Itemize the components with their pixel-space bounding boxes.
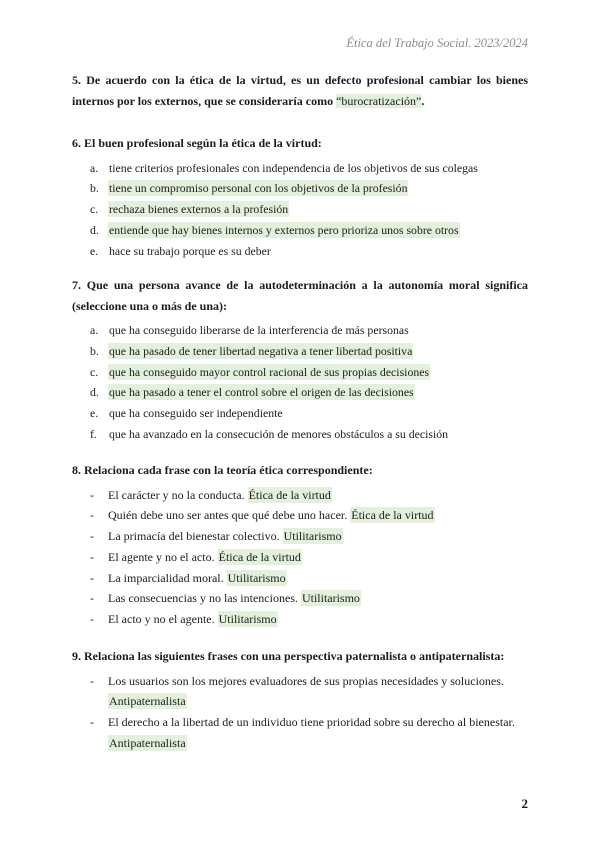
item-answer: Utilitarismo [227,570,286,585]
document-body [72,70,528,754]
option-text: tiene criterios profesionales con independencia de los objetivos de sus colegas [109,160,478,175]
option-marker: c. [90,364,99,379]
item-text: La imparcialidad moral. [108,570,224,585]
item-answer: Utilitarismo [301,591,360,606]
item-answer: Ética de la virtud [218,549,301,564]
option-text: hace su trabajo porque es su deber [109,243,271,258]
item-answer: Utilitarismo [283,529,342,544]
dash-marker: - [90,508,94,523]
dash-marker: - [90,549,94,564]
question-8 [72,460,528,646]
option-marker: e. [90,406,99,421]
option-text: que ha conseguido liberarse de la interferencia de más personas [109,323,409,337]
question-5-end: . [421,93,425,108]
option-text: que ha conseguido ser independiente [109,406,283,421]
question-8-items [72,485,528,631]
option-marker: b. [90,181,99,196]
option-a [72,158,528,179]
item-text: Las consecuencias y no las intenciones. [108,591,298,606]
option-text-highlighted: que ha pasado a tener el control sobre el origen de las decisiones [109,385,414,400]
option-text-highlighted: entiende que hay bienes internos y externos pero prioriza unos sobre otros [109,222,459,237]
option-marker: b. [90,343,99,358]
item-text: Quién debe uno ser antes que qué debe uno hacer. [108,508,348,523]
list-item [72,505,528,526]
question-6-title: 6. El buen profesional según la ética de la virtud: [72,136,322,150]
question-9 [72,646,528,754]
item-text: El derecho a la libertad de un individuo tiene prioridad sobre su derecho al bienestar. [108,715,515,730]
item-text: El carácter y no la conducta. [108,487,245,502]
item-text: El agente y no el acto. [108,549,215,564]
option-text-highlighted: tiene un compromiso personal con los objetivos de la profesión [109,181,408,196]
question-7-title: 7. Que una persona avance de la autodeterminación a la autonomía moral significa (seleccione una o más de una): [72,278,528,313]
option-marker: c. [90,202,99,217]
question-5 [72,70,528,133]
question-5-text [72,70,528,111]
option-e [72,403,528,424]
option-text-highlighted: que ha conseguido mayor control racional de sus propias decisiones [109,364,430,379]
question-6-options [72,158,528,262]
option-c [72,199,528,220]
option-d [72,382,528,403]
item-answer: Antipaternalista [109,735,186,750]
dash-marker: - [90,591,94,606]
dash-marker: - [90,487,94,502]
option-text-highlighted: rechaza bienes externos a la profesión [109,202,289,217]
option-marker: d. [90,222,99,237]
option-f [72,424,528,445]
item-answer: Ética de la virtud [351,508,434,523]
question-8-title: 8. Relaciona cada frase con la teoría ética correspondiente: [72,463,373,477]
list-item [72,547,528,568]
option-c [72,362,528,383]
list-item [72,712,528,754]
option-marker: e. [90,243,99,258]
option-d [72,220,528,241]
item-answer: Ética de la virtud [248,487,331,502]
dash-marker: - [90,612,94,627]
list-item [72,568,528,589]
option-text: que ha avanzado en la consecución de menores obstáculos a su decisión [109,426,449,441]
list-item [72,671,528,713]
dash-marker: - [90,529,94,544]
question-9-title: 9. Relaciona las siguientes frases con una perspectiva paternalista o antipaternalista: [72,649,505,663]
list-item [72,526,528,547]
option-marker: a. [90,160,99,175]
item-answer: Utilitarismo [218,612,277,627]
list-item [72,485,528,506]
item-text: La primacía del bienestar colectivo. [108,529,280,544]
option-b [72,178,528,199]
option-marker: d. [90,385,99,400]
option-b [72,341,528,362]
question-5-prompt: 5. De acuerdo con la ética de la virtud, es un defecto profesional cambiar los bienes internos por los externos, que se consideraría como [72,73,528,108]
item-answer: Antipaternalista [109,694,186,709]
dash-marker: - [90,715,94,730]
dash-marker: - [90,673,94,688]
item-text: El acto y no el agente. [108,612,215,627]
option-marker: f. [90,426,97,441]
question-7 [72,275,528,460]
running-header: Ética del Trabajo Social. 2023/2024 [346,36,528,50]
option-text-highlighted: que ha pasado de tener libertad negativa a tener libertad positiva [109,343,413,358]
option-marker: a. [90,323,99,337]
list-item [72,609,528,630]
option-e [72,241,528,262]
item-text: Los usuarios son los mejores evaluadores de sus propias necesidades y soluciones. [108,673,504,688]
question-9-items [72,671,528,754]
question-7-options [72,320,528,445]
list-item [72,588,528,609]
option-a [72,320,528,341]
dash-marker: - [90,570,94,585]
page-number: 2 [521,796,528,811]
question-5-answer: “burocratización” [336,93,422,108]
question-6 [72,133,528,275]
